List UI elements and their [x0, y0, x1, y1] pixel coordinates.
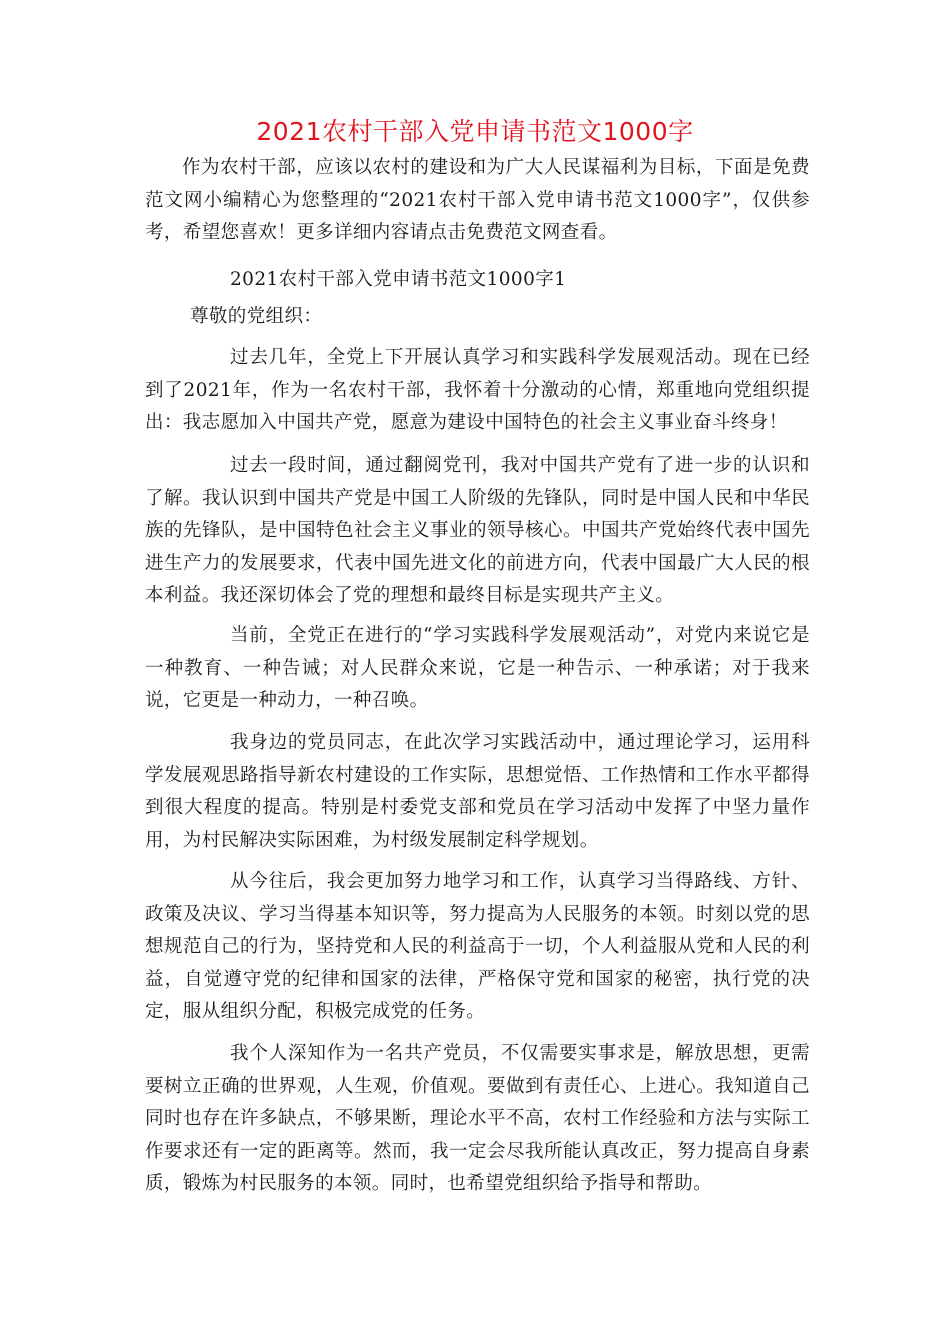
body-paragraph-3: 当前，全党正在进行的“学习实践科学发展观活动”，对党内来说它是一种教育、一种告诫；对人民群众来说，它是一种告示、一种承诺；对于我来说，它更是一种动力，一种召唤。 [145, 625, 810, 711]
document-title: 2021农村干部入党申请书范文1000字 [256, 117, 694, 146]
section-subtitle: 2021农村干部入党申请书范文1000字1 [230, 269, 567, 290]
body-paragraph-5: 从今往后，我会更加努力地学习和工作，认真学习当得路线、方针、政策及决议、学习当得基本知识等，努力提高为人民服务的本领。时刻以党的思想规范自己的行为，坚持党和人民的利益高于一切，个人利益服从党和人民的利益，自觉遵守党的纪律和国家的法律，严格保守党和国家的秘密，执行党的决定，服从组织分配，积极完成党的任务。 [145, 871, 810, 1022]
body-paragraph-6: 我个人深知作为一名共产党员，不仅需要实事求是，解放思想，更需要树立正确的世界观，人生观，价值观。要做到有责任心、上进心。我知道自己同时也存在许多缺点，不够果断，理论水平不高，农村工作经验和方法与实际工作要求还有一定的距离等。然而，我一定会尽我所能认真改正，努力提高自身素质，锻炼为村民服务的本领。同时，也希望党组织给予指导和帮助。 [145, 1043, 810, 1194]
intro-paragraph: 作为农村干部，应该以农村的建设和为广大人民谋福利为目标，下面是免费范文网小编精心为您整理的“2021农村干部入党申请书范文1000字”，仅供参考，希望您喜欢！更多详细内容请点击免费范文网查看。 [145, 157, 810, 243]
body-paragraph-1: 过去几年，全党上下开展认真学习和实践科学发展观活动。现在已经到了2021年，作为一名农村干部，我怀着十分激动的心情，郑重地向党组织提出：我志愿加入中国共产党，愿意为建设中国特色的社会主义事业奋斗终身！ [145, 347, 810, 433]
body-paragraph-2: 过去一段时间，通过翻阅党刊，我对中国共产党有了进一步的认识和了解。我认识到中国共产党是中国工人阶级的先锋队，同时是中国人民和中华民族的先锋队，是中国特色社会主义事业的领导核心。中国共产党始终代表中国先进生产力的发展要求，代表中国先进文化的前进方向，代表中国最广大人民的根本利益。我还深切体会了党的理想和最终目标是实现共产主义。 [145, 455, 810, 606]
salutation: 尊敬的党组织： [190, 306, 323, 327]
body-paragraph-4: 我身边的党员同志，在此次学习实践活动中，通过理论学习，运用科学发展观思路指导新农村建设的工作实际，思想觉悟、工作热情和工作水平都得到很大程度的提高。特别是村委党支部和党员在学习活动中发挥了中坚力量作用，为村民解决实际困难，为村级发展制定科学规划。 [145, 732, 810, 851]
